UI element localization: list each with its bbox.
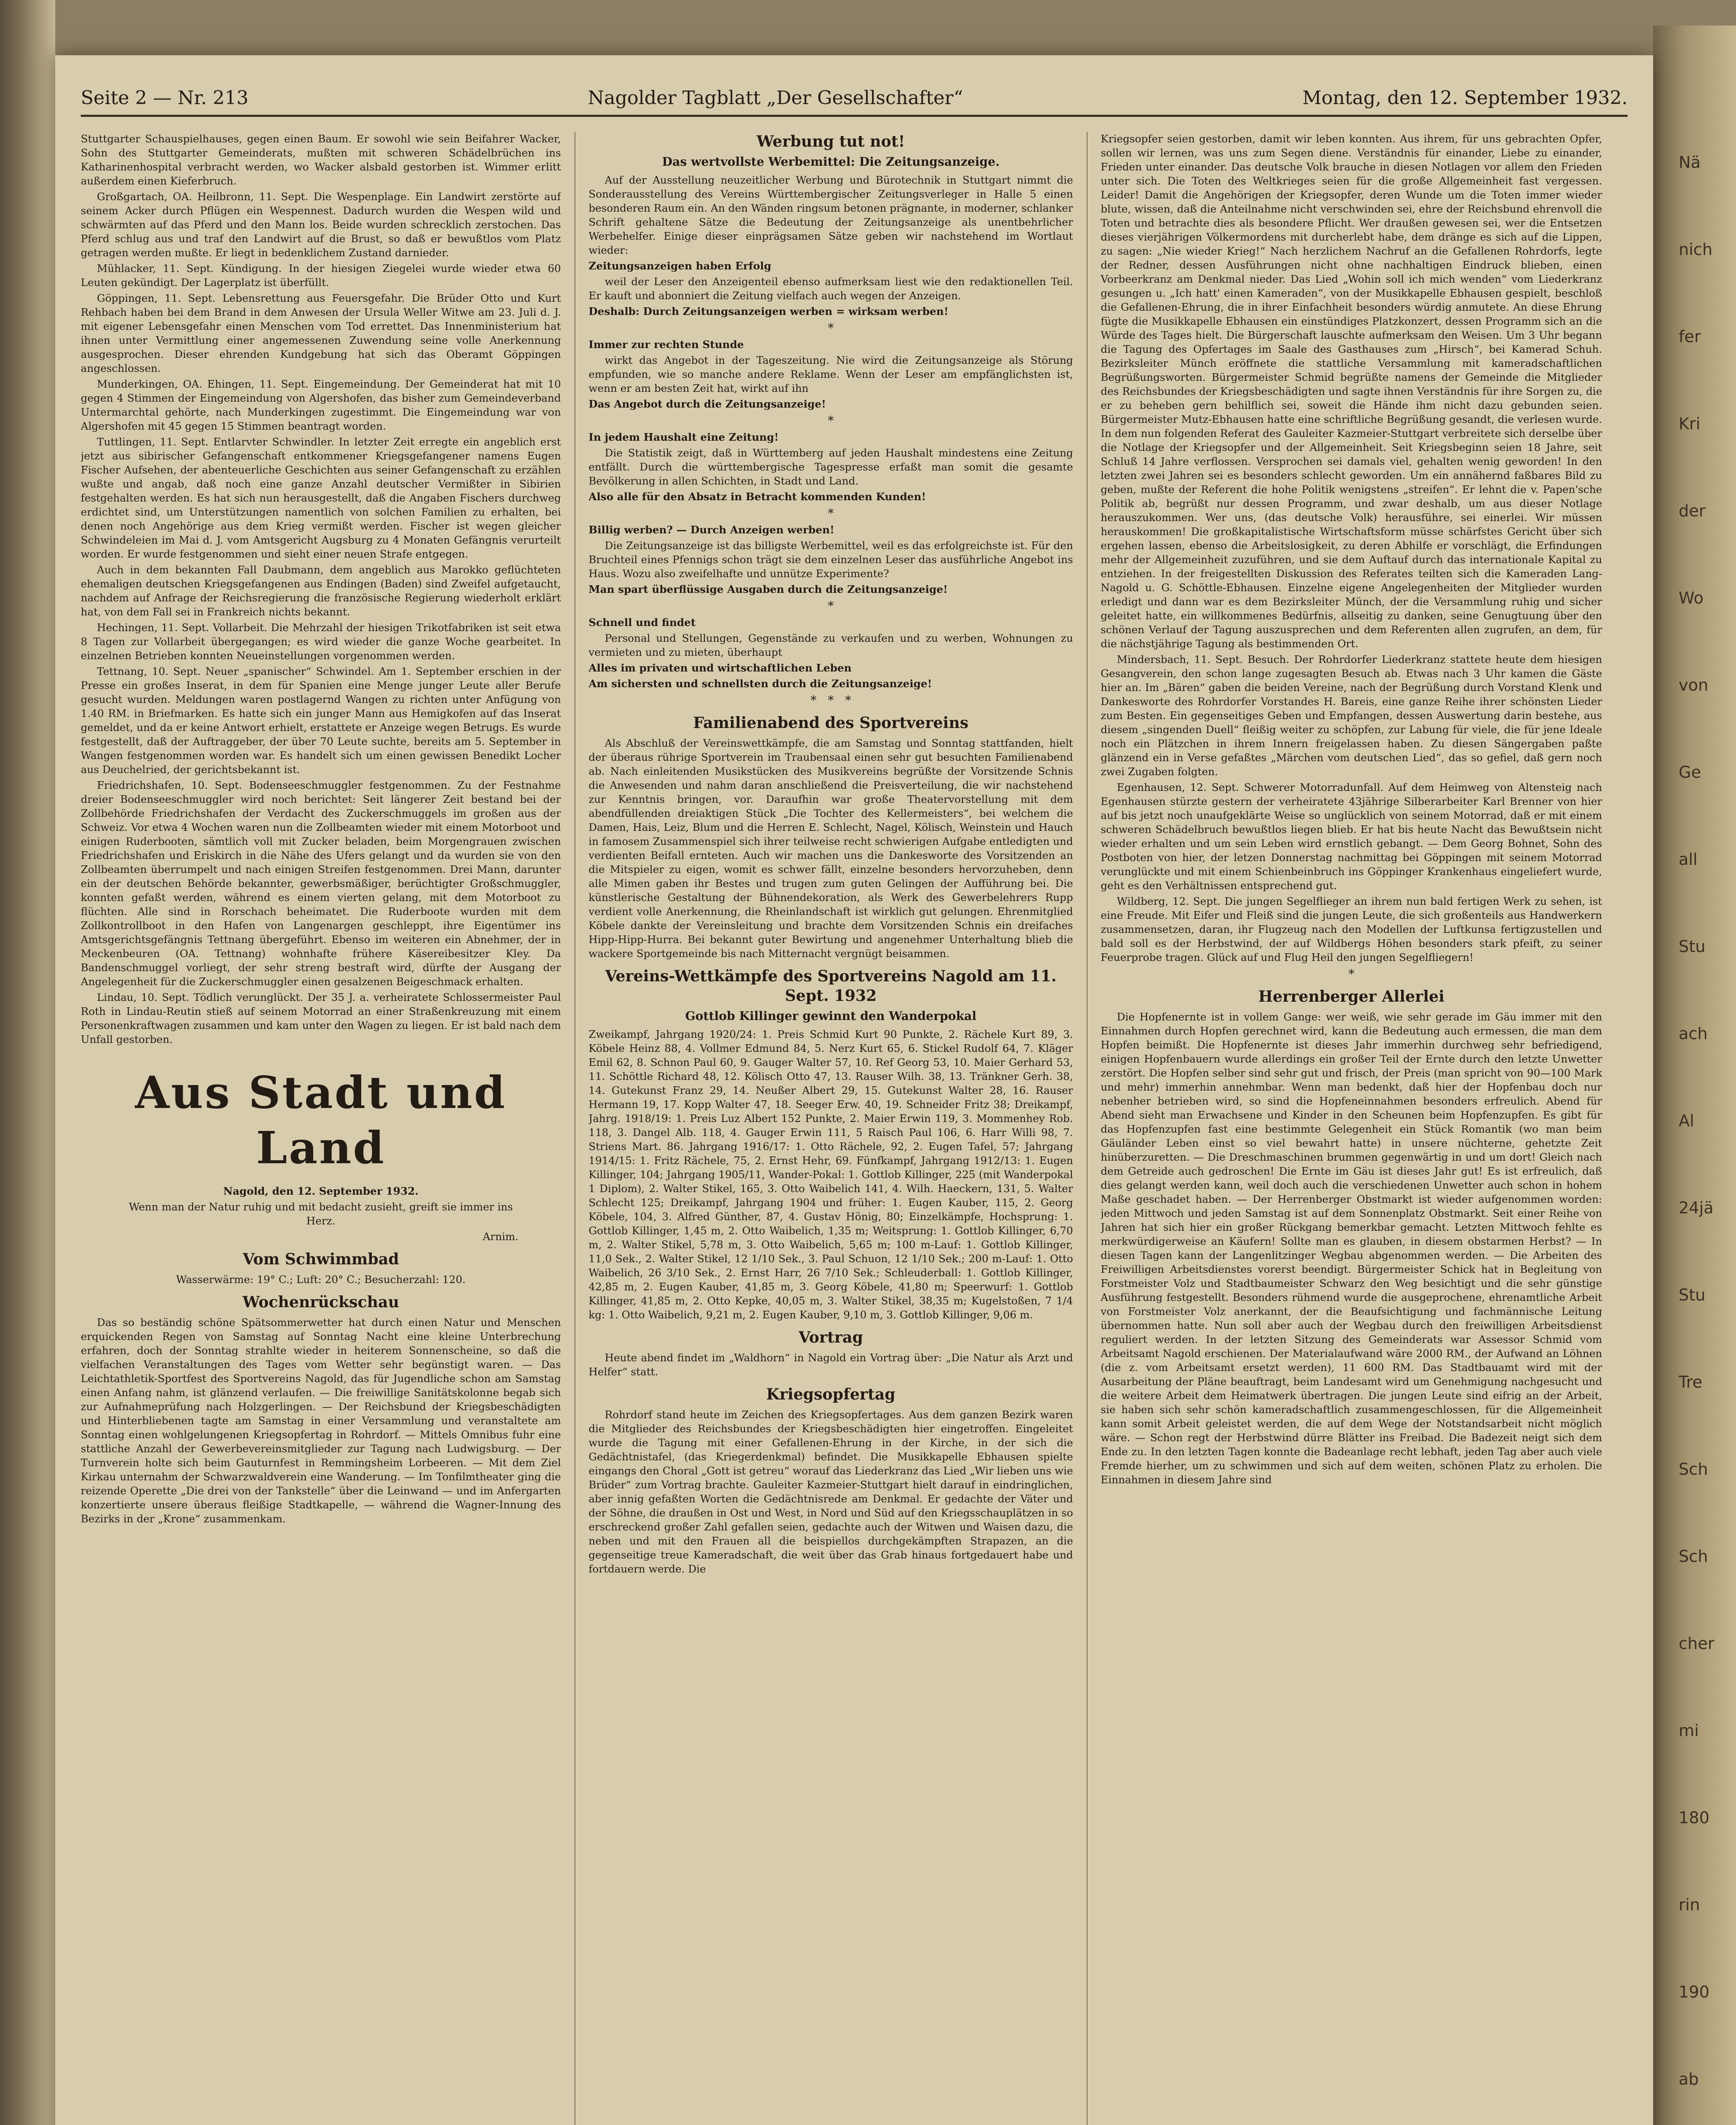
article-kriegsopfertag-cont: Kriegsopfer seien gestorben, damit wir leben konnten. Aus ihrem, für uns gebrachten Opfer, sollen wir lernen, was uns zum Segen diene. Verständnis für einander, Liebe zu einander, Frieden unter einander. Das deutsche Volk brauche in diesen Notlagen vor allem den Frieden unter sich. Die Toten des Weltkrieges seien für die große Allgemeinheit fast vergessen. Leider! Damit die Angehörigen der Kriegsopfer, deren Wunde um die Toten immer wieder blute, wissen, daß die Anteilnahme nicht verschwinden sei, ehre der Reichsbund ehrenvoll die Toten und betrachte dies als besondere Pflicht. Wer draußen gewesen sei, wer die Entsetzen dieses vierjährigen Völkermordens mit durcherlebt habe, dem dränge es sich auf die Lippen, zu sagen: „Nie wieder Krieg!“ Nach herzlichem Nachruf an die Gefallenen Rohrdorfs, legte der Redner, dessen Ausführungen nicht ohne nachhaltigen Eindruck blieben, einen Vorbeerkranz am Denkmal nieder. Das Lied „Wohin soll ich mich wenden“ vom Liederkranz gesungen u. „Ich hatt' einen Kameraden“, von der Musikkapelle Ebhausen gespielt, beschloß die Gefallenen-Ehrung, die in ihrer Einfachheit besonders würdig anmutete. An diese Ehrung fügte die Musikkapelle Ebhausen ein einstündiges Platzkonzert, dessen Programm sich an die Würde des Tages hielt. Die Bürgerschaft lauschte aufmerksam den Weisen. Um 3 Uhr begann die Tagung des Opfertages im Saale des Gasthauses zum „Hirsch“, bei Kamerad Schuh. Bezirksleiter Münch eröffnete die stattliche Versammlung mit kameradschaftlichen Begrüßungsworten. Bürgermeister Schmid begrüßte namens der Gemeinde die Mitglieder des Reichsbundes der Kriegsbeschädigten und sagte ihnen Verständnis für ihre Sorgen zu, die er zu beheben gern behilflich sei, soweit die Hände ihm nicht dazu gebunden seien. Bürgermeister Mutz-Ebhausen hatte eine schriftliche Begrüßung gesandt, die verlesen wurde. In dem nun folgenden Referat des Gauleiter Kazmeier-Stuttgart verbreitete sich derselbe über die Notlage der Kriegsopfer und der Allgemeinheit. Seit Kriegsbeginn seien 18 Jahre, seit Schluß 14 Jahre verflossen. Versprochen sei damals viel, gehalten wenig geworden! In den letzten zwei Jahren sei es besonders schlecht geworden. Um ein annähernd faßbares Bild zu geben, mußte der Referent die hohe Politik wenigstens „streifen“. Er lehnt die v. Papen'sche Politik ab, begrüßt nur dessen Programm, und zwar deshalb, um aus dieser Notlage herauszukommen. Wer uns, (das deutsche Volk) herausführe, sei einerlei. Wir müssen herauskommen! Die großkapitalistische Wirtschaftsform müsse schärfstes Gericht über sich ergehen lassen, ebenso die Arbeitslosigkeit, zu deren Abhilfe er vorschlägt, die Erfindungen mehr der Allgemeinheit zuzuführen, und sie dem Auftauf durch das internationale Kapital zu entziehen. In der freigestellten Diskussion des Referates teilten sich die Kameraden Lang-Nagold u. G. Schöttle-Ebhausen. Einzelne eigene Angelegenheiten der Mitglieder wurden erledigt und dann war es dem Bezirksleiter Münch, der die Versammlung ruhig und sicher geleitet hatte, ein willkommenes Bedürfnis, allseitig zu danken, seine Genugtuung über den schönen Verlauf der Tagung auszusprechen und dem Referenten allen zugrufen, an dem, für die nächstjährige Tagung als bestimmenden Ort. [1101,133,1602,650]
issue-date: Montag, den 12. September 1932. [1302,87,1628,109]
separator-star: * [828,414,834,428]
next-page-edge [1653,26,1736,2125]
edge-fragment: 190 [1679,1983,1710,2001]
heading-schwimmbad: Vom Schwimmbad [243,1250,399,1268]
article-tettnang: Tettnang, 10. Sept. Neuer „spanischer“ Schwindel. Am 1. September erschien in der Presse ein großes Inserat, in dem für Spanien eine Menge junger Leute aller Berufe gesucht wurden. Meldungen waren postlagernd Wangen zu richten unter Anfügung von 1.40 RM. in Briefmarken. Es hatte sich ein junger Mann aus Hemigkofen auf das Inserat gemeldet, und da er keine Antwort erhielt, erstattete er Anzeige wegen Betrugs. Es wurde festgestellt, daß der Auftraggeber, der über 70 Leute suchte, bereits am 5. September in Wangen festgenommen worden war. Es handelt sich um einen gewissen Benedikt Locher aus Deuchelried, der gerichtsbekannt ist. [81,665,561,776]
slogan-schnell: Schnell und findet [589,616,696,629]
separator-star: * [1348,967,1354,981]
edge-fragment: mi [1679,1721,1699,1740]
slogan-sichersten: Am sichersten und schnellsten durch die Zeitungsanzeige! [589,677,932,690]
edge-fragment: Sch [1679,1547,1708,1566]
edge-fragment: all [1679,850,1698,869]
article-muehlacker: Mühlacker, 11. Sept. Kündigung. In der hiesigen Ziegelei wurde wieder etwa 60 Leuten gekündigt. Der Lagerplatz ist überfüllt. [81,262,561,289]
separator-star: * [828,599,834,613]
running-header [81,81,1628,117]
separator-star: * [828,321,834,335]
edge-fragment: Stu [1679,937,1706,956]
article-wochenrueckschau: Das so beständig schöne Spätsommerwetter hat durch einen Natur und Menschen erquickenden Regen von Samstag auf Sonntag Nacht eine kleine Unterbrechung erfahren, doch der Sonntag strahlte wieder in heiterem Sonnenscheine, so daß die vielfachen Veranstaltungen des Tages vom Wetter sehr begünstigt waren. — Das Leichtathletik-Sportfest des Sportvereins Nagold, das für Jugendliche schon am Samstag einen Anfang nahm, ist glänzend verlaufen. — Die freiwillige Sanitätskolonne begab sich zur Aufnahmeprüfung nach Holzgerlingen. — Der Reichsbund der Kriegsbeschädigten und Hinterbliebenen tagte am Samstag in einer Versammlung und veranstaltete am Sonntag einen wohlgelungenen Kriegsopfertag in Rohrdorf. — Mittels Omnibus fuhr eine stattliche Anzahl der Gewerbevereinsmitglieder zur Tagung nach Ludwigsburg. — Der Turnverein holte sich beim Gauturnfest in Remmingsheim Lorbeeren. — Mit dem Ziel Kirkau unternahm der Schwarzwaldverein eine Wanderung. — Im Tonfilmtheater ging die reizende Operette „Die drei von der Tankstelle“ über die Leinwand — und im Anfergarten konzertierte unsere überaus fleißige Stadtkapelle, — während die Wagner-Innung des Bezirks in der „Krone“ zusammenkam. [81,1316,561,1525]
slogan-billig: Billig werben? — Durch Anzeigen werben! [589,524,835,536]
motto-author: Arnim. [482,1230,518,1243]
newspaper-page [55,55,1653,2125]
article-daubmann: Auch in dem bekannten Fall Daubmann, dem angeblich aus Marokko geflüchteten ehemaligen deutschen Kriegsgefangenen aus Endingen (Baden) sind Zweifel aufgetaucht, nachdem auf Anfrage der Reichsregierung die französische Regierung wiederholt erklärt hat, von dem Fall sei in Frankreich nichts bekannt. [81,564,561,618]
article-mindersbach: Mindersbach, 11. Sept. Besuch. Der Rohrdorfer Liederkranz stattete heute dem hiesigen Gesangverein, den schon lange zugesagten Besuch ab. Etwas nach 3 Uhr kamen die Gäste hier an. Im „Bären“ gaben die beiden Vereine, nach der Begrüßung durch Vorstand Klenk und Dankesworte des Rohrdorfer Vorstandes H. Bareis, eine ganze Reihe ihrer schönsten Lieder zum Besten. Ein gegenseitiges Geben und Empfangen, dessen Auswertung darin bestehe, aus diesem „singenden Duell“ fleißig weiter zu schöpfen, zur Labung für viele, die für jene Ideale noch ein Plätzchen in ihrem Innern freigelassen haben. Zu diesen Sängergaben paßte glänzend ein in Verse gefaßtes „Märchen vom deutschen Lied“, das so gefiel, daß gern noch zwei Zugaben folgten. [1101,653,1602,778]
article-wildberg: Wildberg, 12. Sept. Die jungen Segelflieger an ihrem nun bald fertigen Werk zu sehen, ist eine Freude. Mit Eifer und Fleiß sind die jungen Leute, die sich großenteils aus Handwerkern zusammensetzen, daran, ihr Flugzeug nach den Modellen der Luftkunsa fertigzustellen und bald soll es der Herbstwind, der auf Wildbergs Höhen besonders stark pfeift, zu seiner Feuerprobe tragen. Glück auf und Flug Heil den jungen Segelfliegern! [1101,895,1602,963]
article-accident-end: Stuttgarter Schauspielhauses, gegen einen Baum. Er sowohl wie sein Beifahrer Wacker, Sohn des Stuttgarter Gemeinderats, mußten mit schweren Schädelbrüchen ins Katharinenhospital verbracht werden, wo Wacker alsbald gestorben ist. Wimmer erlitt außerdem einen Kieferbruch. [81,133,561,187]
article-vortrag: Heute abend findet im „Waldhorn“ in Nagold ein Vortrag über: „Die Natur als Arzt und Helfer“ statt. [589,1352,1073,1378]
edge-fragment: von [1679,676,1708,694]
section-title-stadt-land: Aus Stadt und Land [135,1066,507,1174]
schwimmbad-stats: Wasserwärme: 19° C.; Luft: 20° C.; Besucherzahl: 120. [176,1273,466,1286]
edge-fragment: nich [1679,240,1713,259]
edge-fragment: ach [1679,1024,1708,1043]
subheading-wanderpokal: Gottlob Killinger gewinnt den Wanderpokal [685,1009,977,1023]
heading-wochenrueckschau: Wochenrückschau [242,1293,399,1311]
edge-fragment: rin [1679,1896,1700,1914]
column-1 [81,132,561,2125]
article-familienabend: Als Abschluß der Vereinswettkämpfe, die am Samstag und Sonntag stattfanden, hielt der überaus rührige Sportverein im Traubensaal einen sehr gut besuchten Familienabend ab. Nach einleitenden Musikstücken des Musikvereins begrüßte der Vorsitzende Schnis die Anwesenden und nahm daran anschließend die Preisverteilung, die wir nachstehend zur Kenntnis bringen, vor. Daraufhin war große Theatervorstellung mit dem abendfüllenden dreiaktigen Stück „Die Tochter des Kellermeisters“, bei welchem die Damen, Hais, Leiz, Blum und die Herren E. Schlecht, Nagel, Kölisch, Weinstein und Hauch in famosem Zusammenspiel sich ihrer teilweise recht schwierigen Aufgabe entledigten und verdienten Beifall ernteten. Auch wir machen uns die Dankesworte des Vorsitzenden an die Mitspieler zu eigen, womit es schwer fällt, einzelne besonders hervorzuheben, denn alle Mimen gaben ihr Bestes und trugen zum guten Gelingen der Aufführung bei. Die künstlerische Gestaltung der Bühnendekoration, als Werk des Gewerbelehrers Rupp verdient volle Anerkennung, die Rheinlandschaft ist wirklich gut gelungen. Ehrenmitglied Köbele dankte der Vereinsleitung und brachte dem Vorsitzenden Schnis ein dreifaches Hipp-Hipp-Hurra. Bei bekannt guter Bewirtung und angenehmer Unterhaltung blieb die wackere Sportgemeinde bis nach Mitternacht vergnügt beisammen. [589,737,1073,960]
slogan-schnell-text: Personal und Stellungen, Gegenstände zu verkaufen und zu werben, Wohnungen zu vermieten und zu mieten, überhaupt [589,632,1073,658]
heading-vereinswettkaempfe: Vereins-Wettkämpfe des Sportvereins Nagold am 11. Sept. 1932 [605,967,1056,1005]
edge-fragment: Sch [1679,1460,1708,1479]
edge-fragment: Kri [1679,414,1701,433]
article-kriegsopfertag: Rohrdorf stand heute im Zeichen des Kriegsopfertages. Aus dem ganzen Bezirk waren die Mitglieder des Reichsbundes der Kriegsbeschädigten hier eingetroffen. Eingeleitet wurde die Tagung mit einer Gefallenen-Ehrung in der Kirche, in der sich die Gedächtnistafel, (das Kriegerdenkmal) befindet. Die Musikkapelle Ebhausen spielte eingangs den Choral „Gott ist getreu“ worauf das Liederkranz das Lied „Wir lieben uns wie Brüder“ zum Vortrag brachte. Gauleiter Kazmeier-Stuttgart hielt darauf in eindringlichen, aber innig gefaßten Worten die Gedächtnisrede am Denkmal. Er gedachte der Väter und der Söhne, die draußen in Ost und West, in Nord und Süd auf den Kriegsschauplätzen in so erschreckend großer Zahl gefallen seien, gedachte auch der Witwen und Waisen dazu, die neben und mit den Frauen all die beispiellos durchgekämpften Strapazen, an die gegenseitige treue Kameradschaft, die weit über das Grab hinaus fortgedauert habe und fortdauern werde. Die [589,1408,1073,1575]
slogan-alles: Alles im privaten und wirtschaftlichen Leben [589,662,852,674]
slogan-kunden: Also alle für den Absatz in Betracht kommenden Kunden! [589,490,926,503]
masthead-title: Nagolder Tagblatt „Der Gesellschafter“ [587,87,963,109]
heading-kriegsopfertag: Kriegsopfertag [766,1386,895,1403]
heading-werbung: Werbung tut not! [756,133,905,150]
edge-fragment: der [1679,502,1706,520]
article-lindau: Lindau, 10. Sept. Tödlich verunglückt. Der 35 J. a. verheiratete Schlossermeister Paul Roth in Lindau-Reutin stieß auf seinem Motorrad an einer Straßenkreuzung mit einem Personenkraftwagen zusammen und kam unter den Wagen zu liegen. Er ist bald nach dem Unfall gestorben. [81,991,561,1046]
slogan-deshalb: Deshalb: Durch Zeitungsanzeigen werben = wirksam werben! [589,305,949,317]
slogan-stunde: Immer zur rechten Stunde [589,338,744,351]
slogan-haushalt: In jedem Haushalt eine Zeitung! [589,431,779,443]
article-hechingen: Hechingen, 11. Sept. Vollarbeit. Die Mehrzahl der hiesigen Trikotfabriken ist seit etwa 8 Tagen zur Vollarbeit übergegangen; es wird wieder die ganze Woche gearbeitet. In einzelnen Betrieben konnten Neueinstellungen vorgenommen werden. [81,621,561,662]
edge-fragment: fer [1679,327,1701,346]
edge-fragment: Tre [1679,1373,1702,1391]
page-number: Seite 2 — Nr. 213 [81,87,249,109]
slogan-erfolg-text: weil der Leser den Anzeigenteil ebenso aufmerksam liest wie den redaktionellen Teil. Er kauft und abonniert die Zeitung vielfach auch wegen der Anzeigen. [589,275,1073,302]
article-werbung-intro: Auf der Ausstellung neuzeitlicher Werbung und Bürotechnik in Stuttgart nimmt die Sonderausstellung des Vereins Württembergischer Zeitungsverleger in Halle 5 einen besonderen Raum ein. An den Wänden ringsum betonen prägnante, in moderner, schlanker Schrift gehaltene Sätze die Bedeutung der Zeitungsanzeige als unentbehrlicher Werbehelfer. Einige dieser einprägsamen Sätze geben wir nachstehend im Wortlaut wieder: [589,174,1073,256]
edge-fragment: Stu [1679,1286,1706,1304]
article-herrenberger: Die Hopfenernte ist in vollem Gange: wer weiß, wie sehr gerade im Gäu immer mit den Einnahmen durch Hopfen gerechnet wird, kann die Bedeutung auch ermessen, die man dem Hopfen beimißt. Die Hopfenernte ist dieses Jahr immerhin durchweg sehr befriedigend, einigen Hopfenbauern wurde allerdings ein großer Teil der Ernte durch den letzte Unwetter zerstört. Die Hopfen selber sind sehr gut und frisch, der Preis (man spricht von 90—100 Mark und mehr) immerhin annehmbar. Wenn man bedenkt, daß hier der Hopfenbau doch nur nebenher betrieben wird, so sind die Hopfeneinnahmen besonders erfreulich. Abend für Abend sieht man Erwachsene und Kinder in den Scheunen beim Hopfenzupfen. Es gibt für das Hopfenzupfen fast eine bestimmte Gelegenheit ein Stück Romantik (wo man beim Gäuländer Leben einst so viel bewahrt hatte) in unsere nüchterne, gehetzte Zeit hinüberzuretten. — Die Dreschmaschinen brummen gegenwärtig in und um dort! Gleich nach dem Getreide auch gedroschen! Die Ernte im Gäu ist dieses Jahr gut! Es ist erfreulich, daß dies gelangt werden kann, weil doch auch die verschiedenen Unwetter auch schon in hohem Maße geschadet haben. — Der Herrenberger Obstmarkt ist wieder aufgenommen worden: jeden Mittwoch und jeden Samstag ist auf dem Sonnenplatz Obstmarkt. Seit einer Reihe von Jahren hat sich hier ein großer Rückgang bemerkbar gemacht. Letzten Mittwoch fehlte es merkwürdigerweise an Käufern! Sollte man es glauben, in diesem obstarmen Herbst? — In diesen Tagen kann der Langenlitzinger Wegbau abgenommen werden. — Die Arbeiten des Freiwilligen Arbeitsdienstes vorerst beendigt. Bürgermeister Schick hat in Begleitung von Forstmeister Volz und Stadtbaumeister Schwarz den Weg besichtigt und die sehr günstige Ausführung festgestellt. Besonders rühmend wurde die ausgeprochene, ehrenamtliche Arbeit von Forstmeister Volz anerkannt, der die Beaufsichtigung und fachmännische Leitung übernommen hatte. Nun soll aber auch der Wegbau durch den freiwilligen Arbeitsdienst reguliert werden. In der letzten Sitzung des Gemeinderats war Assessor Schmid vom Arbeitsamt Nagold erschienen. Der Materialaufwand wäre 2000 RM., der Aufwand an Löhnen (die z. vom Arbeitsamt ersetzt werden), 11 600 RM. Das Stadtbauamt wird mit der Ausarbeitung der Pläne beauftragt, beim Landesamt wird um Genehmigung nachgesucht und die weitere Arbeit dem Heimatwerk übertragen. Die jungen Leute sind eifrig an der Arbeit, sie haben sich sehr schön kameradschaftlich zusammengeschlossen, für die Allgemeinheit kann somit Arbeit geleistet werden, die auf dem Wege der Notstandsarbeit nicht möglich wäre. — Schon regt der Herbstwind dürre Blätter ins Freibad. Die Badezeit neigt sich dem Ende zu. In den letzten Tagen konnte die Badeanlage recht lebhaft, jeden Tag aber auch viele Fremde hierher, um zu schwimmen und sich auf dem weiten, schönen Platz zu erholen. Die Einnahmen in diesem Jahre sind [1101,1011,1602,1486]
edge-fragment: 24jä [1679,1198,1714,1217]
edge-fragment: Al [1679,1111,1694,1130]
column-2 [589,132,1073,2125]
article-egenhausen: Egenhausen, 12. Sept. Schwerer Motorradunfall. Auf dem Heimweg von Altensteig nach Egenhausen stürzte gestern der verheiratete 43jährige Silberarbeiter Karl Brenner von hier auf bis jetzt noch unaufgeklärte Weise so unglücklich von seinem Motorrad, daß er mit einem schweren Schädelbruch bewußtlos liegen blieb. Er hat bis heute Nacht das Bewußtsein nicht wieder erhalten und um sein Leben wird ernstlich gebangt. — Dem Georg Bohnet, Sohn des Postboten von hier, der letzen Donnerstag nachmittag bei Göppingen mit seinem Motorrad verunglückte und mit einem Schienbeinbruch ins Göppinger Krankenhaus eingeliefert wurde, geht es den Verhältnissen entsprechend gut. [1101,781,1602,892]
article-ergebnisse: Zweikampf, Jahrgang 1920/24: 1. Preis Schmid Kurt 90 Punkte, 2. Rächele Kurt 89, 3. Köbele Heinz 88, 4. Vollmer Edmund 84, 5. Nerz Kurt 65, 6. Stickel Rudolf 64, 7. Kläger Emil 62, 8. Schnon Paul 60, 9. Gauger Walter 57, 10. Ref Georg 53, 10. Maier Gerhard 53, 11. Schöttle Richard 48, 12. Kölisch Otto 47, 13. Rauser Wilh. 38, 13. Tränkner Gerh. 38, 14. Gutekunst Franz 29, 14. Neußer Albert 29, 15. Gutekunst Walter 28, 16. Rauser Hermann 19, 17. Kopp Walter 47, 18. Seeger Erw. 40, 19. Schneider Fritz 38; Dreikampf, Jahrg. 1918/19: 1. Preis Luz Albert 152 Punkte, 2. Maier Erwin 119, 3. Mommenhey Rob. 118, 3. Dangel Alb. 118, 4. Gauger Erwin 111, 5 Raisch Paul 106, 6. Harr Willi 98, 7. Striens Mart. 86. Jahrgang 1916/17: 1. Otto Rächele, 92, 2. Eugen Tafel, 57; Jahrgang 1914/15: 1. Fritz Rächele, 75, 2. Ernst Hehr, 69. Fünfkampf, Jahrgang 1912/13: 1. Eugen Killinger, 104; Jahrgang 1905/11, Wander-Pokal: 1. Gottlob Killinger, 225 (mit Wanderpokal 1 Diplom), 2. Walter Stikel, 165, 3. Otto Waibelich 141, 4. Wilh. Haeckern, 131, 5. Walter Schlecht 125; Dreikampf, Jahrgang 1904 und früher: 1. Eugen Kauber, 115, 2. Georg Köbele, 104, 3. Alfred Günther, 87, 4. Gustav Hönig, 80; Einzelkämpfe, Hochsprung: 1. Gottlob Killinger, 1,45 m, 2. Otto Waibelich, 1,35 m; Weitsprung: 1. Gottlob Killinger, 6,70 m, 2. Walter Stikel, 5,78 m, 3. Otto Waibelich, 5,65 m; 100 m-Lauf: 1. Gottlob Killinger, 11,0 Sek., 2. Walter Stikel, 12 1/10 Sek., 3. Paul Schuon, 12 1/10 Sek.; 200 m-Lauf: 1. Otto Waibelich, 26 3/10 Sek., 2. Ernst Harr, 26 7/10 Sek.; Schleuderball: 1. Gottlob Killinger, 42,85 m, 2. Eugen Kauber, 41,85 m, 3. Georg Köbele, 41,80 m; Speerwurf: 1. Gottlob Killinger, 41,85 m, 2. Otto Kepke, 40,05 m, 3. Walter Stikel, 38,35 m; Kugelstoßen, 7 1/4 kg: 1. Otto Waibelich, 9,21 m, 2. Eugen Kauber, 9,10 m, 3. Gottlob Killinger, 9,06 m. [589,1028,1073,1321]
edge-fragment: Nä [1679,153,1701,172]
slogan-ausgaben: Man spart überflüssige Ausgaben durch die Zeitungsanzeige! [589,583,948,595]
article-munderkingen: Munderkingen, OA. Ehingen, 11. Sept. Eingemeindung. Der Gemeinderat hat mit 10 gegen 4 Stimmen der Eingemeindung von Algershofen, das bisher zum Gemeindeverband Untermarchtal gehörte, nach Munderkingen zugestimmt. Die Eingemeindung war von Algershofen mit 45 gegen 15 Stimmen beantragt worden. [81,378,561,432]
separator-star: * [828,506,834,520]
heading-familienabend: Familienabend des Sportvereins [693,714,969,732]
heading-herrenberger: Herrenberger Allerlei [1258,988,1444,1006]
edge-fragment: 180 [1679,1808,1710,1827]
dateline: Nagold, den 12. September 1932. [223,1185,419,1197]
column-3 [1101,132,1602,2125]
separator-stars: * * * [810,693,851,707]
article-friedrichshafen: Friedrichshafen, 10. Sept. Bodenseeschmuggler festgenommen. Zu der Festnahme dreier Bodenseeschmuggler wird noch berichtet: Seit längerer Zeit bestand bei der Zollbehörde Friedrichshafen der Verdacht des Zuckerschmuggels im großen aus der Schweiz. Vor etwa 4 Wochen waren nun die Zollbeamten wieder mit einem Motorboot und einigen Ruderbooten, sämtlich voll mit Zucker beladen, beim Morgengrauen zwischen Friedrichshafen und Eriskirch in die Nähe des Ufers gelangt und da wurden sie von den Zollbeamten überrumpelt und nach einigen Streifen festgenommen. Drei Mann, darunter ein der deutschen Behörde bekannter, gewerbsmäßiger, berüchtigter Großschmuggler, konnten gefaßt werden, während es einem vierten gelang, mit dem Motorboot zu flüchten. Alle sind in Rorschach beheimatet. Die Ruderboote wurden mit dem Zollkontrollboot in den Hafen von Langenargen geschleppt, ihre Eigentümer ins Amtsgerichtsgefängnis Tettnang übergeführt. Ebenso im weiteren ein Abnehmer, der in Meckenbeuren (OA. Tettnang) wohnhafte frühere Käsereibesitzer Kley. Da Bandenschmuggel vorliegt, der sehr streng bestraft wird, dürfte der Ausgang der Angelegenheit für die Zuckerschmuggler einen gesalzenen Beigeschmack erhalten. [81,779,561,988]
edge-fragment: ab [1679,2070,1699,2088]
subheading-werbemittel: Das wertvollste Werbemittel: Die Zeitungsanzeige. [662,155,1000,169]
book-spine [0,0,55,2125]
article-tuttlingen: Tuttlingen, 11. Sept. Entlarvter Schwindler. In letzter Zeit erregte ein angeblich erst jetzt aus sibirischer Gefangenschaft entkommener Kriegsgefangener namens Eugen Fischer Aufsehen, der abenteuerliche Geschichten aus seiner Gefangenschaft zu erzählen wußte und angab, daß noch eine ganze Anzahl deutscher Vermißter in Sibirien festgehalten werden. Es hat sich nun herausgestellt, daß die Angaben Fischers durchweg erdichtet sind, um Unterstützungen namentlich von solchen Familien zu erhalten, bei denen noch Angehörige aus dem Krieg vermißt werden. Fischer ist wegen gleicher Schwindeleien im Mai d. J. vom Amtsgericht Augsburg zu 4 Monaten Gefängnis verurteilt worden. Er wurde festgenommen und sieht einer neuen Strafe entgegen. [81,436,561,560]
heading-vortrag: Vortrag [799,1329,863,1346]
slogan-haushalt-text: Die Statistik zeigt, daß in Württemberg auf jeden Haushalt mindestens eine Zeitung entfällt. Durch die württembergische Tagespresse erfaßt man somit die gesamte Bevölkerung in allen Schichten, in Stadt und Land. [589,447,1073,487]
edge-fragment: cher [1679,1634,1714,1653]
slogan-stunde-text: wirkt das Angebot in der Tageszeitung. Nie wird die Zeitungsanzeige als Störung empfunden, wie so manche andere Reklame. Wenn der Leser am empfänglichsten ist, wenn er am besten Zeit hat, wirkt auf ihn [589,354,1073,394]
edge-fragment: Ge [1679,763,1701,782]
edge-fragment: Wo [1679,589,1704,607]
article-goeppingen: Göppingen, 11. Sept. Lebensrettung aus Feuersgefahr. Die Brüder Otto und Kurt Rehbach haben bei dem Brand in dem Anwesen der Ursula Weller Witwe am 23. Juli d. J. mit eigener Lebensgefahr einen Menschen vom Tod errettet. Das Innenministerium hat ihnen unter Vermittlung einer angemessenen Zuwendung seine volle Anerkennung ausgesprochen. Dieser ehrenden Kundgebung hat sich das Oberamt Göppingen angeschlossen. [81,292,561,374]
motto: Wenn man der Natur ruhig und mit bedacht zusieht, greift sie immer ins Herz. [129,1201,513,1227]
article-grossgartach: Großgartach, OA. Heilbronn, 11. Sept. Die Wespenplage. Ein Landwirt zerstörte auf seinem Acker durch Pflügen ein Wespennest. Dadurch wurden die Wespen wild und schwärmten auf das Pferd und den Mann los. Beide wurden schrecklich zerstochen. Das Pferd schlug aus und traf den Landwirt auf die Brust, so daß er bewußtlos vom Platz getragen werden mußte. Er liegt in bedenklichem Zustand darnieder. [81,190,561,259]
slogan-erfolg: Zeitungsanzeigen haben Erfolg [589,260,771,272]
slogan-angebot: Das Angebot durch die Zeitungsanzeige! [589,398,826,410]
slogan-billig-text: Die Zeitungsanzeige ist das billigste Werbemittel, weil es das erfolgreichste ist. Für den Bruchteil eines Pfennigs schon trägt sie dem einzelnen Leser das ausführliche Angebot ins Haus. Wozu also zweifelhafte und unnütze Experimente? [589,539,1073,580]
